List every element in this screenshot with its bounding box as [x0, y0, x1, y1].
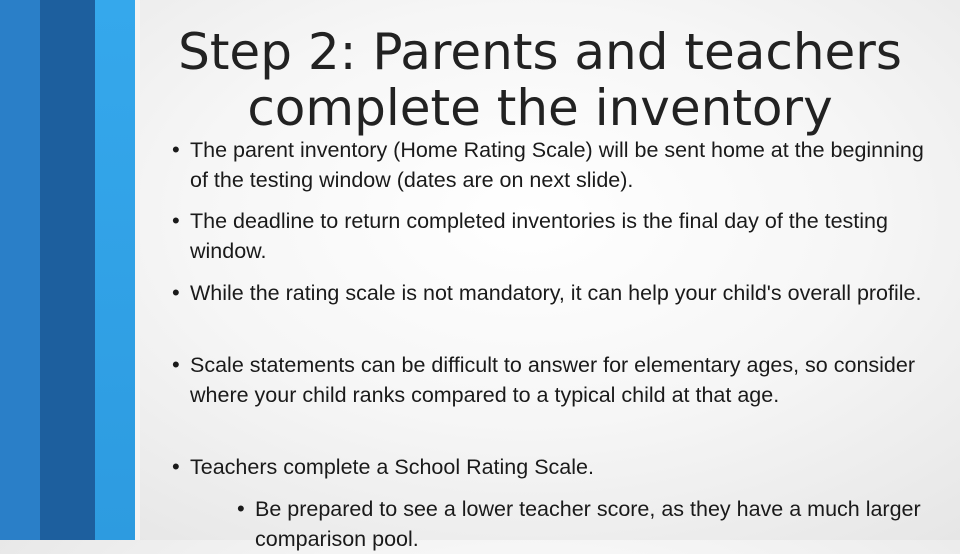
bullet-text: The deadline to return completed inventories is the final day of the testing window.: [190, 209, 888, 263]
bullet-item: [172, 278, 940, 308]
bullet-dot: •: [172, 352, 180, 377]
bullet-text: The parent inventory (Home Rating Scale) will be sent home at the beginning of the testing window (dates are on next slide).: [190, 138, 924, 192]
bullet-dot: •: [172, 280, 180, 305]
slide-title: Step 2: Parents and teachers complete the inventory: [178, 23, 902, 137]
bullet-text: Teachers complete a School Rating Scale.: [190, 455, 594, 479]
bullet-dot: •: [172, 137, 180, 162]
bullet-text: While the rating scale is not mandatory, it can help your child's overall profile.: [190, 281, 922, 305]
bullet-dot: •: [237, 496, 245, 521]
bullet-item: [172, 350, 940, 410]
bullet-dot: •: [172, 454, 180, 479]
bullet-item: [172, 452, 940, 482]
sub-bullet-item: [237, 494, 945, 554]
bullet-item: [172, 135, 940, 195]
bullet-text: Scale statements can be difficult to answer for elementary ages, so consider where your child ranks compared to a typical child at that age.: [190, 353, 916, 407]
bullet-item: [172, 206, 940, 266]
bullet-dot: •: [172, 208, 180, 233]
bullet-text: Be prepared to see a lower teacher score, as they have a much larger comparison pool.: [255, 497, 921, 551]
